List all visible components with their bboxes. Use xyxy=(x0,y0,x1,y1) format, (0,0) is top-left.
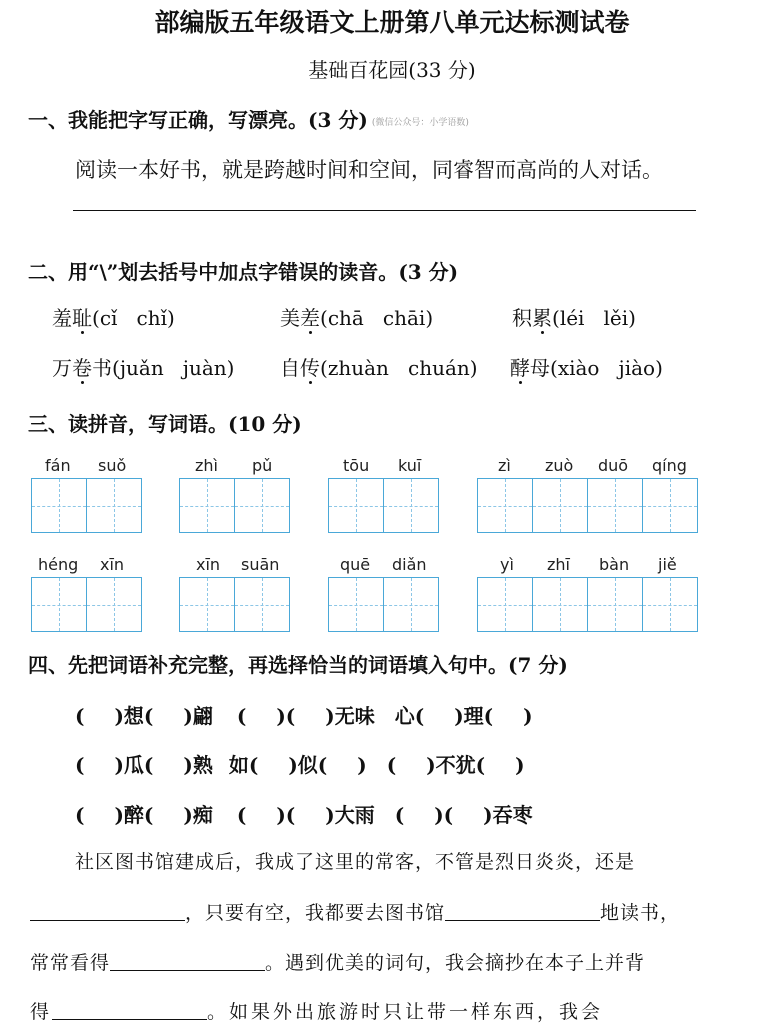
pinyin-item: 积累(léi lěi) xyxy=(512,306,636,330)
section3-score: (10 分) xyxy=(228,412,302,436)
writing-grid[interactable] xyxy=(328,577,439,632)
fill-segment: )大雨 xyxy=(325,803,375,827)
fill-segment: ( xyxy=(75,753,85,777)
pinyin-label: pǔ xyxy=(252,456,273,475)
pinyin-option[interactable]: cǐ xyxy=(99,306,118,330)
fill-blank[interactable] xyxy=(445,902,600,921)
pinyin-option[interactable]: chǐ xyxy=(136,306,167,330)
paragraph-text: ，只要有空，我都要去图书馆 xyxy=(185,902,446,924)
dotted-char: 差 xyxy=(300,306,320,330)
pinyin-label: fán xyxy=(45,456,71,475)
fill-segment: ) xyxy=(515,753,525,777)
pinyin-label: kuī xyxy=(398,456,422,475)
fill-segment: ( xyxy=(394,803,405,827)
fill-blank[interactable] xyxy=(110,952,265,971)
word-char: 自 xyxy=(280,356,300,380)
fill-segment: )痴 xyxy=(183,803,213,827)
pinyin-option[interactable]: jiào xyxy=(618,356,656,380)
pinyin-label: xīn xyxy=(100,555,125,574)
fill-row xyxy=(75,700,533,729)
pinyin-item: 美差(chā chāi) xyxy=(280,306,434,330)
pinyin-item: 万卷书(juǎn juàn) xyxy=(52,356,235,380)
paragraph-text: 常常看得 xyxy=(30,952,111,974)
pinyin-label: tōu xyxy=(343,456,370,475)
section2-heading xyxy=(28,256,458,285)
word-char: 万 xyxy=(52,356,72,380)
dotted-char: 累 xyxy=(532,306,552,330)
section3-heading xyxy=(28,408,302,437)
writing-grid[interactable] xyxy=(179,478,290,533)
fill-segment: )不犹( xyxy=(426,753,486,777)
fill-segment: )熟 xyxy=(183,753,213,777)
writing-grid[interactable] xyxy=(328,478,439,533)
fill-segment: ( xyxy=(75,704,85,728)
dotted-char: 酵 xyxy=(510,356,530,380)
fill-row xyxy=(75,799,533,828)
fill-segment: 心( xyxy=(394,704,425,728)
pinyin-label: suǒ xyxy=(98,456,127,475)
fill-segment: ( xyxy=(75,803,85,827)
word-char: 书 xyxy=(92,356,112,380)
pinyin-label: diǎn xyxy=(392,555,427,574)
section4-heading-text: 四、先把词语补充完整，再选择恰当的词语填入句中。 xyxy=(28,653,508,677)
section-title: 基础百花园(33 分) xyxy=(308,58,476,82)
fill-segment: )( xyxy=(434,803,454,827)
section1-sentence: 阅读一本好书，就是跨越时间和空间，同睿智而高尚的人对话。 xyxy=(75,158,663,182)
pinyin-option[interactable]: chāi xyxy=(382,306,426,330)
section4-heading xyxy=(28,649,568,678)
writing-grid[interactable] xyxy=(477,478,698,533)
pinyin-option[interactable]: zhuàn xyxy=(327,356,389,380)
pinyin-label: zì xyxy=(498,456,511,475)
pinyin-option[interactable]: lěi xyxy=(603,306,629,330)
watermark-text: (微信公众号：小学语数) xyxy=(371,118,469,128)
pinyin-label: zhì xyxy=(195,456,218,475)
pinyin-label: héng xyxy=(38,555,79,574)
pinyin-label: duō xyxy=(598,456,629,475)
page-title: 部编版五年级语文上册第八单元达标测试卷 xyxy=(154,8,630,37)
paragraph-text: 。遇到优美的词句，我会摘抄在本子上并背 xyxy=(265,952,646,974)
fill-segment: ) xyxy=(523,704,533,728)
pinyin-option[interactable]: chā xyxy=(327,306,364,330)
pinyin-item: 自传(zhuàn chuán) xyxy=(280,356,478,380)
pinyin-label: xīn xyxy=(196,555,221,574)
fill-row xyxy=(75,749,525,778)
fill-segment: 如( xyxy=(228,753,259,777)
pinyin-option[interactable]: xiào xyxy=(557,356,600,380)
fill-segment: )无味 xyxy=(325,704,375,728)
paragraph-line xyxy=(30,898,680,925)
paragraph-line xyxy=(30,997,603,1024)
paragraph-line xyxy=(30,948,645,975)
section1-score: (3 分) xyxy=(308,108,368,132)
word-char: 母 xyxy=(530,356,550,380)
section3-heading-text: 三、读拼音，写词语。 xyxy=(28,412,228,436)
pinyin-label: quē xyxy=(340,555,371,574)
dotted-char: 卷 xyxy=(72,356,92,380)
writing-grid[interactable] xyxy=(31,577,142,632)
fill-segment: )翩 xyxy=(183,704,213,728)
pinyin-label: zhī xyxy=(547,555,570,574)
pinyin-option[interactable]: juǎn xyxy=(119,356,164,380)
fill-segment: )( xyxy=(276,803,296,827)
pinyin-item: 酵母(xiào jiào) xyxy=(510,356,663,380)
pinyin-label: jiě xyxy=(658,555,677,574)
word-char: 美 xyxy=(280,306,300,330)
fill-blank[interactable] xyxy=(30,902,185,921)
pinyin-label: qíng xyxy=(652,456,687,475)
fill-segment: )瓜( xyxy=(114,753,154,777)
dotted-char: 传 xyxy=(300,356,320,380)
pinyin-option[interactable]: juàn xyxy=(182,356,227,380)
section4-score: (7 分) xyxy=(508,653,568,677)
paragraph-text: 地读书， xyxy=(600,902,681,924)
writing-grid[interactable] xyxy=(477,577,698,632)
section2-heading-text: 二、用“\”划去括号中加点字错误的读音。 xyxy=(28,260,399,284)
pinyin-label: suān xyxy=(241,555,280,574)
fill-segment: ( xyxy=(236,704,247,728)
pinyin-option[interactable]: léi xyxy=(559,306,585,330)
pinyin-label: bàn xyxy=(599,555,630,574)
pinyin-item: 羞耻(cǐ chǐ) xyxy=(52,306,175,330)
word-char: 羞 xyxy=(52,306,72,330)
pinyin-label: yì xyxy=(500,555,514,574)
writing-grid[interactable] xyxy=(31,478,142,533)
paragraph-text: 。如果外出旅游时只让带一样东西，我会 xyxy=(207,1001,604,1023)
fill-segment: ) xyxy=(357,753,367,777)
section1-heading xyxy=(28,104,469,133)
pinyin-label: zuò xyxy=(545,456,574,475)
dotted-char: 耻 xyxy=(72,306,92,330)
section2-score: (3 分) xyxy=(398,260,459,284)
answer-line[interactable] xyxy=(73,210,696,211)
fill-segment: ( xyxy=(236,803,247,827)
pinyin-option[interactable]: chuán xyxy=(408,356,470,380)
paragraph-line: 社区图书馆建成后，我成了这里的常客，不管是烈日炎炎，还是 xyxy=(75,851,636,873)
fill-segment: )吞枣 xyxy=(483,803,533,827)
section1-heading-text: 一、我能把字写正确，写漂亮。 xyxy=(28,108,308,132)
paragraph-text: 得 xyxy=(30,1001,53,1023)
fill-segment: ( xyxy=(386,753,397,777)
fill-segment: )想( xyxy=(114,704,154,728)
fill-segment: )理( xyxy=(454,704,494,728)
fill-blank[interactable] xyxy=(52,1001,207,1020)
fill-segment: )似( xyxy=(288,753,328,777)
fill-segment: )醉( xyxy=(114,803,154,827)
writing-grid[interactable] xyxy=(179,577,290,632)
word-char: 积 xyxy=(512,306,532,330)
fill-segment: )( xyxy=(276,704,296,728)
